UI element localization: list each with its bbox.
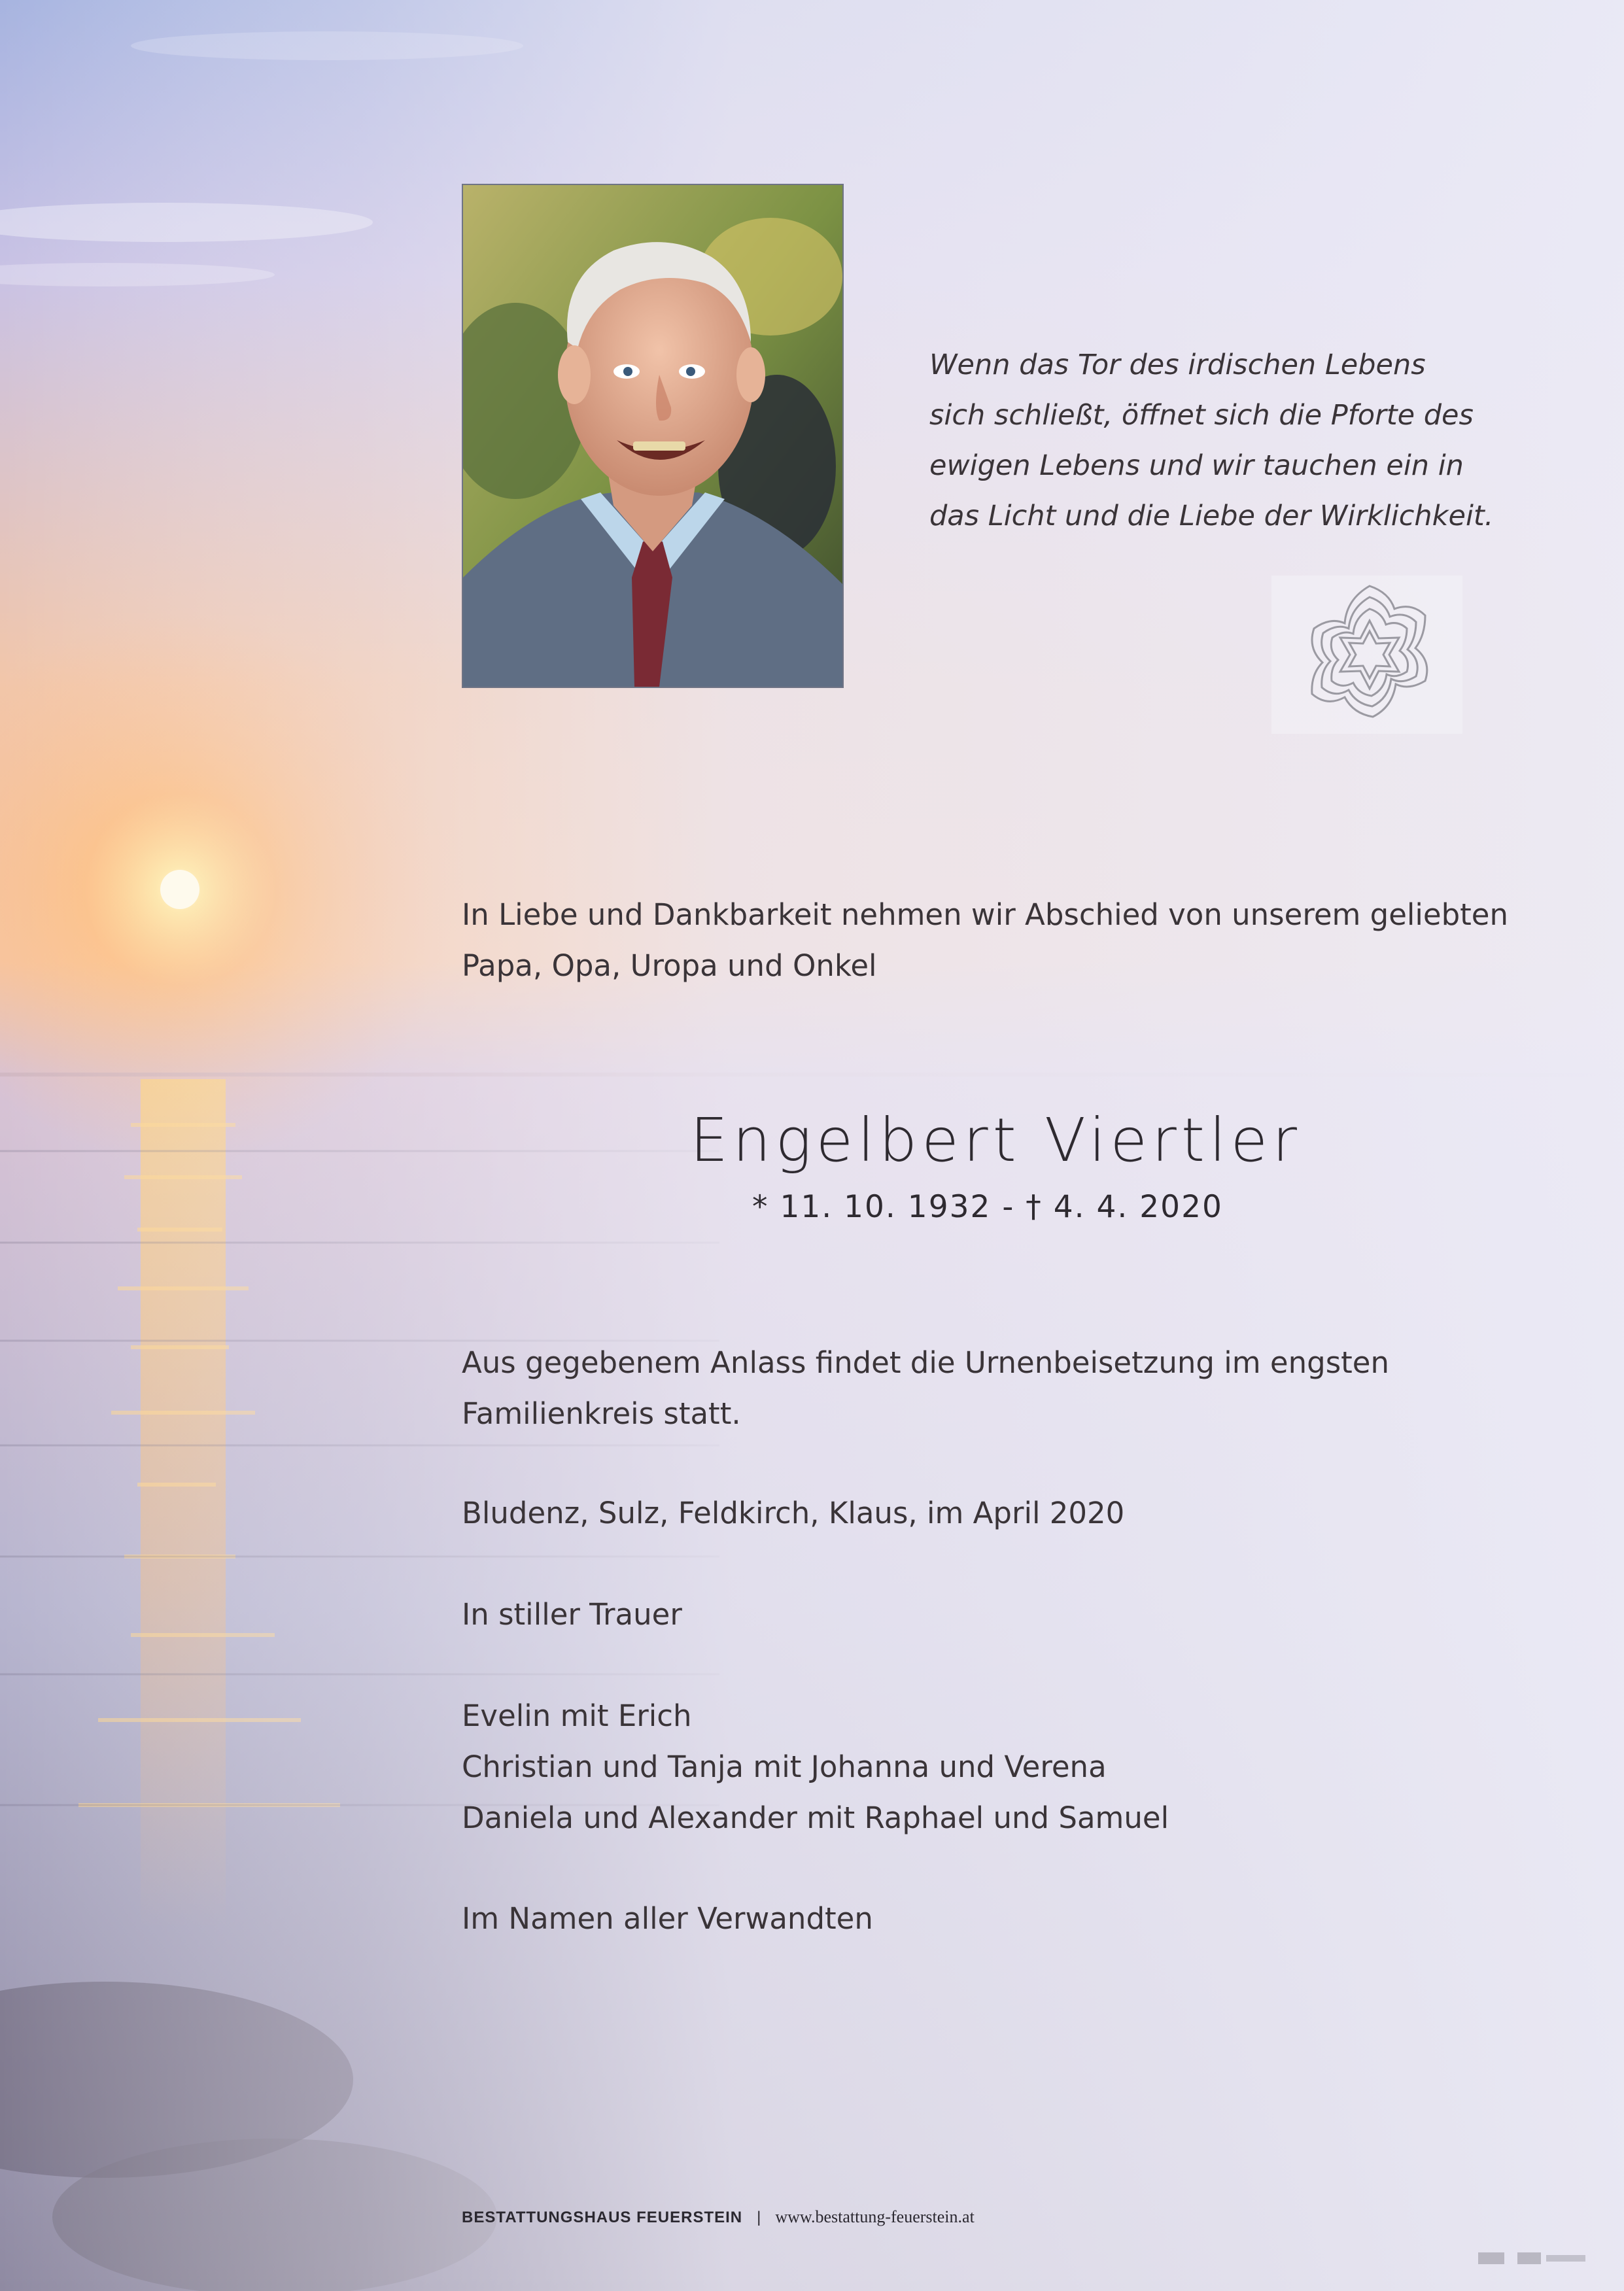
place-date: Bludenz, Sulz, Feldkirch, Klaus, im April 2020 (462, 1496, 1125, 1530)
intro-block (462, 889, 1508, 991)
burial-line-2: Familienkreis statt. (462, 1396, 741, 1431)
portrait-image (463, 185, 842, 687)
quote-block (929, 340, 1518, 542)
intro-line-2: Papa, Opa, Uropa und Onkel (462, 948, 877, 983)
life-dates: * 11. 10. 1932 - † 4. 4. 2020 (752, 1189, 1223, 1225)
quote-line-4: das Licht und die Liebe der Wirklichkeit. (929, 500, 1494, 532)
footer (462, 2207, 975, 2227)
mourner-line-1: Evelin mit Erich (462, 1698, 692, 1733)
mourning-heading: In stiller Trauer (462, 1597, 682, 1632)
quote-line-3: ewigen Lebens und wir tauchen ein in (929, 449, 1464, 482)
burial-notice (462, 1337, 1389, 1439)
footer-url[interactable]: www.bestattung-feuerstein.at (775, 2207, 975, 2226)
footer-separator: | (757, 2209, 761, 2226)
footer-brand: BESTATTUNGSHAUS FEUERSTEIN (462, 2209, 743, 2226)
closing-line: Im Namen aller Verwandten (462, 1901, 873, 1936)
quote-line-1: Wenn das Tor des irdischen Lebens (929, 349, 1426, 381)
mourners-list (462, 1691, 1169, 1844)
quote-line-2: sich schließt, öffnet sich die Pforte des (929, 399, 1474, 432)
intro-line-1: In Liebe und Dankbarkeit nehmen wir Abschied von unserem geliebten (462, 897, 1509, 932)
star-flower-emblem-icon (1271, 576, 1462, 734)
portrait-photo (462, 184, 844, 688)
deceased-name: Engelbert Viertler (690, 1105, 1302, 1175)
print-mark (1478, 2250, 1596, 2267)
mourner-line-2: Christian und Tanja mit Johanna und Verena (462, 1749, 1107, 1784)
mourner-line-3: Daniela und Alexander mit Raphael und Samuel (462, 1800, 1169, 1835)
burial-line-1: Aus gegebenem Anlass findet die Urnenbeisetzung im engsten (462, 1345, 1389, 1380)
